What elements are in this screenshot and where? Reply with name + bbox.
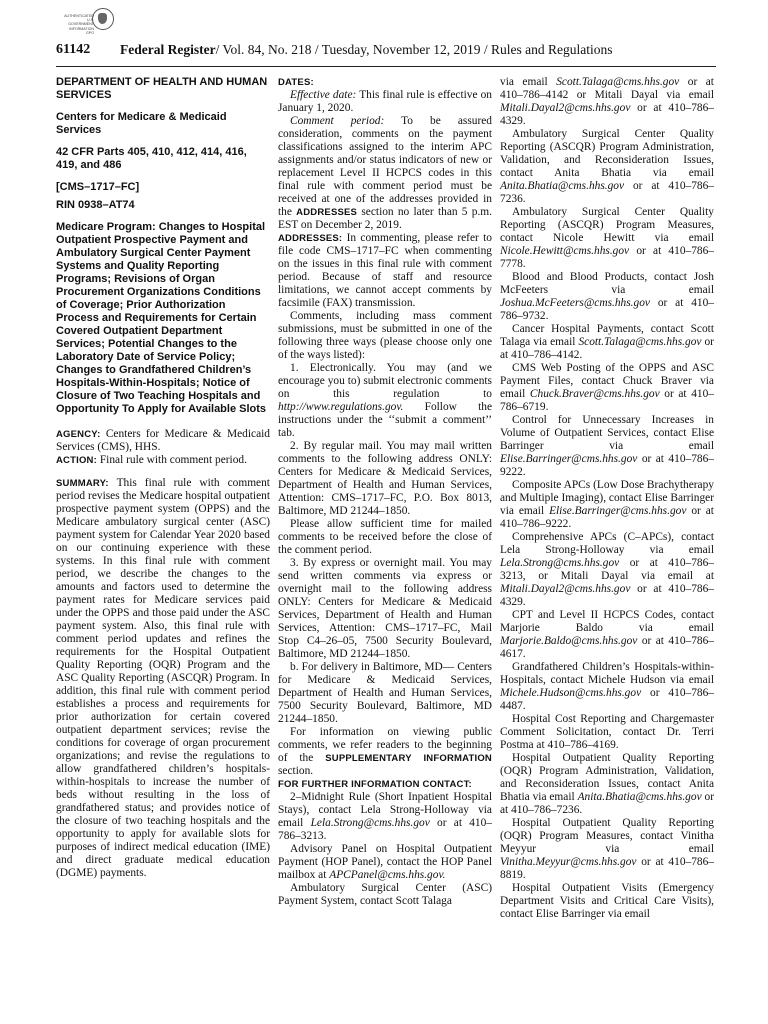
dates-label: DATES:: [278, 77, 314, 88]
addresses-paragraph: [278, 232, 492, 310]
agency-text: Centers for Medicare & Medicaid Services (CMS), HHS.: [56, 428, 270, 453]
email-link[interactable]: Mitali.Dayal2@cms.hhs.gov: [500, 102, 631, 114]
public-comments-text: For information on viewing public comments, we refer readers to the beginning of the: [278, 726, 492, 764]
contact-phone: or at 410–786–9222.: [500, 505, 714, 530]
agency-label: AGENCY:: [56, 429, 101, 440]
header-rule: [56, 66, 716, 67]
department-heading: DEPARTMENT OF HEALTH AND HUMAN SERVICES: [56, 76, 268, 101]
contact-phone: or at 410–786–7778.: [500, 245, 714, 270]
email-link[interactable]: Anita.Bhatia@cms.hhs.gov: [500, 180, 625, 192]
email-link[interactable]: Lela.Strong@cms.hhs.gov: [310, 817, 430, 829]
contact-phone: or at 410–786–7236.: [500, 791, 714, 816]
contact-phone: or at 410–786–4329.: [500, 583, 714, 608]
contact-text: Ambulatory Surgical Center Quality Reporting (ASCQR) Program Administration, Validation, and Reconsideration Issues, contact Anita Bhatia via email: [500, 128, 714, 179]
contact-text: Comprehensive APCs (C–APCs), contact Lela Strong-Holloway via email: [500, 531, 714, 556]
contact-phone: or at 410–786–9732.: [500, 297, 714, 322]
contact-2-midnight: [278, 791, 492, 843]
contact-oqr-admin: [500, 752, 714, 817]
contact-hop-panel: [278, 843, 492, 882]
email-link[interactable]: Nicole.Hewitt@cms.hhs.gov: [500, 245, 630, 257]
column-1: [56, 76, 270, 880]
contact-text: Blood and Blood Products, contact Josh McFeeters via email: [500, 271, 714, 296]
contact-oqr-measures: [500, 817, 714, 882]
eagle-icon: [92, 8, 114, 30]
summary-paragraph: [56, 477, 270, 880]
contact-phone: or at 410–786–4617.: [500, 635, 714, 660]
contact-text: Composite APCs (Low Dose Brachytherapy and Multiple Imaging), contact Elise Barringer via email: [500, 479, 714, 517]
contact-phone: or at 410–786–3213.: [278, 817, 492, 842]
baltimore-delivery-paragraph: b. For delivery in Baltimore, MD— Centers for Medicare & Medicaid Services, Department of Health and Human Services, 7500 Security Boulevard, Baltimore, MD 21244–1850.: [278, 661, 492, 725]
regulations-gov-link[interactable]: http://www.regulations.gov.: [278, 401, 404, 413]
mass-comment-paragraph: Comments, including mass comment submissions, must be submitted in one of the following three ways (please choose only one of the ways listed):: [278, 310, 492, 361]
column-3: [500, 76, 714, 921]
contact-text: Control for Unnecessary Increases in Volume of Outpatient Services, contact Elise Barringer via email: [500, 414, 714, 452]
summary-text: This final rule with comment period revises the Medicare hospital outpatient prospective payment system (OPPS) and the Medicare ambulatory surgical center (ASC) payment system for Calendar Year 2020 based on our continuing experience with these systems. In this final rule with comment period, we describe the changes to the amounts and factors used to determine the payment rates for Medicare services paid under the OPPS and those paid under the ASC payment system. Also, this final rule with comment period updates and refines the requirements for the Hospital Outpatient Quality Reporting (OQR) Program and the ASC Quality Reporting (ASCQR) Program. In addition, this final rule with comment period establishes a process and requirements for prior authorization for certain covered outpatient department services; revise the conditions for coverage of organ procurement organizations; and revise the regulations to allow grandfathered children’s hospitals-within-hospitals to increase the number of beds without resulting in the loss of grandfathered status; and provides notice of the closure of two teaching hospitals and the opportunity to apply for available slots for purposes of indirect medical education (IME) and direct graduate medical education (DGME) payments.: [56, 477, 270, 879]
electronic-instructions: Follow the instructions under the ‘‘submit a comment’’ tab.: [278, 401, 492, 439]
comment-period-text: To be assured consideration, comments on the payment classifications assigned to the interim APC assignments and/or status indicators of new or replacement Level II HCPCS codes in this final rule with comment period must be received at one of the addresses provided in the: [278, 115, 492, 218]
electronic-text: 1. Electronically. You may (and we encourage you to) submit electronic comments on this regulation to: [278, 362, 492, 400]
email-link[interactable]: Michele.Hudson@cms.hhs.gov: [500, 687, 642, 699]
addresses-label: ADDRESSES:: [278, 233, 343, 244]
electronic-paragraph: [278, 362, 492, 440]
email-link[interactable]: Scott.Talaga@cms.hhs.gov: [578, 336, 702, 348]
dates-label-line: [278, 76, 492, 89]
agency-heading: Centers for Medicare & Medicaid Services: [56, 111, 227, 136]
issue-info: / Vol. 84, No. 218 / Tuesday, November 12, 2019 / Rules and Regulations: [215, 42, 613, 57]
contact-blood-products: [500, 271, 714, 323]
contact-grandfathered: [500, 661, 714, 713]
effective-date-label: Effective date:: [290, 89, 357, 101]
page-number: 61142: [56, 42, 91, 57]
express-mail-paragraph: 3. By express or overnight mail. You may send written comments via express or overnight mail to the following address ONLY: Centers for Medicare & Medicaid Services, Department of Health and Human Services, Attention: CMS–1717–FC, Mail Stop C4–26–05, 7500 Security Boulevard, Baltimore, MD 21244–1850.: [278, 557, 492, 660]
contact-text: CMS Web Posting of the OPPS and ASC Payment Files, contact Chuck Braver via email: [500, 362, 714, 400]
contact-text: Ambulatory Surgical Center Quality Reporting (ASCQR) Program Measures, contact Nicole Hewitt via email: [500, 206, 714, 244]
comment-period-deadline: section no later than 5 p.m. EST on December 2, 2019.: [278, 206, 492, 231]
regular-mail-paragraph: 2. By regular mail. You may mail written comments to the following address ONLY: Centers for Medicare & Medicaid Services, Department of Health and Human Services, Attention: CMS–1717–FC, P.O. Box 8013, Baltimore, MD 21244–1850.: [278, 440, 492, 517]
contact-cost-reporting: Hospital Cost Reporting and Chargemaster Comment Solicitation, contact Dr. Terri Postma at 410–786–4169.: [500, 713, 714, 751]
action-paragraph: [56, 454, 270, 467]
public-comments-paragraph: [278, 726, 492, 778]
docket-number: [CMS–1717–FC]: [56, 181, 140, 193]
addresses-reference: ADDRESSES: [296, 207, 358, 218]
contact-composite-apcs: [500, 479, 714, 531]
contact-asc-payment-cont: [500, 76, 714, 128]
contact-phone: or at 410–786–8819.: [500, 856, 714, 881]
contact-text: Advisory Panel on Hospital Outpatient Payment (HOP Panel), contact the HOP Panel mailbox at: [278, 843, 492, 881]
summary-label: SUMMARY:: [56, 478, 109, 489]
running-head: [120, 42, 612, 58]
contact-text: via email: [500, 76, 548, 88]
gpo-authentication-seal: [64, 8, 114, 38]
cfr-parts: 42 CFR Parts 405, 410, 412, 414, 416, 419, and 486: [56, 146, 247, 171]
email-link[interactable]: Elise.Barringer@cms.hhs.gov: [500, 453, 638, 465]
contact-phone: or at 410–786–6719.: [500, 388, 714, 413]
effective-date-paragraph: [278, 89, 492, 115]
contact-volume-control: [500, 414, 714, 479]
contact-cpt-codes: [500, 609, 714, 661]
rule-title: Medicare Program: Changes to Hospital Outpatient Prospective Payment and Ambulatory Surgical Center Payment Systems and Quality Reporting Programs; Revisions of Organ Procurement Organizations Conditions of Coverage; Prior Authorization Process and Requirements for Certain Covered Outpatient Department Services; Potential Changes to the Laboratory Date of Service Policy; Changes to Grandfathered Children’s Hospitals-Within-Hospitals; Notice of Closure of Two Teaching Hospitals and Opportunity To Apply for Available Slots: [56, 221, 267, 415]
further-info-label: FOR FURTHER INFORMATION CONTACT:: [278, 779, 472, 790]
email-link[interactable]: Elise.Barringer@cms.hhs.gov: [549, 505, 687, 517]
contact-ascqr-measures: [500, 206, 714, 271]
contact-text: or at 410–786–4142 or Mitali Dayal via email: [500, 76, 714, 101]
further-info-label-line: [278, 778, 492, 791]
contact-text: Cancer Hospital Payments, contact Scott Talaga via email: [500, 323, 714, 348]
publication-name: Federal Register: [120, 42, 216, 57]
contact-text: 2–Midnight Rule (Short Inpatient Hospital Stays), contact Lela Strong-Holloway via email: [278, 791, 492, 829]
supplementary-info-reference: SUPPLEMENTARY INFORMATION: [325, 753, 492, 764]
email-link[interactable]: APCPanel@cms.hhs.gov.: [329, 869, 446, 881]
contact-asc-payment: Ambulatory Surgical Center (ASC) Payment System, contact Scott Talaga: [278, 882, 492, 907]
contact-outpatient-visits: Hospital Outpatient Visits (Emergency Department Visits and Critical Care Visits), contact Elise Barringer via email: [500, 882, 714, 920]
contact-web-posting: [500, 362, 714, 414]
comment-period-label: Comment period:: [290, 115, 385, 127]
email-link[interactable]: Mitali.Dayal2@cms.hhs.gov: [500, 583, 631, 595]
contact-text: or at 410–786–3213, or Mitali Dayal via email at: [500, 557, 714, 582]
email-link[interactable]: Marjorie.Baldo@cms.hhs.gov: [500, 635, 638, 647]
allow-time-paragraph: Please allow sufficient time for mailed comments to be received before the close of the comment period.: [278, 518, 492, 556]
email-link[interactable]: Lela.Strong@cms.hhs.gov: [500, 557, 620, 569]
page-header: [56, 42, 716, 62]
contact-phone: or at 410–786–9222.: [500, 453, 714, 478]
contact-comprehensive-apcs: [500, 531, 714, 609]
contact-ascqr-admin: [500, 128, 714, 206]
column-2: [278, 76, 492, 908]
comment-period-paragraph: [278, 115, 492, 232]
contact-cancer-hospital: [500, 323, 714, 362]
email-link[interactable]: Scott.Talaga@cms.hhs.gov: [556, 76, 680, 88]
action-label: ACTION:: [56, 455, 97, 466]
effective-date-text: This final rule is effective on January 1, 2020.: [278, 89, 493, 114]
contact-phone: or at 410–786–4329.: [500, 102, 714, 127]
seal-text: AUTHENTICATED U.S. GOVERNMENT INFORMATION GPO: [64, 14, 94, 35]
action-text: Final rule with comment period.: [99, 454, 247, 466]
email-link[interactable]: Vinitha.Meyyur@cms.hhs.gov: [500, 856, 637, 868]
email-link[interactable]: Anita.Bhatia@cms.hhs.gov: [577, 791, 702, 803]
contact-phone: or at 410–786–7236.: [500, 180, 714, 205]
addresses-text: In commenting, please refer to file code CMS–1717–FC when commenting on the issues in this final rule with comment period. Because of staff and resource limitations, we cannot accept comments by facsimile (FAX) transmission.: [278, 232, 492, 309]
agency-paragraph: [56, 428, 270, 454]
email-link[interactable]: Chuck.Braver@cms.hhs.gov: [529, 388, 660, 400]
rin-number: RIN 0938–AT74: [56, 199, 135, 211]
contact-phone: or 410–786–4487.: [500, 687, 714, 712]
contact-text: CPT and Level II HCPCS Codes, contact Marjorie Baldo via email: [500, 609, 714, 634]
contact-text: Hospital Outpatient Quality Reporting (OQR) Program Administration, Validation, and Reconsideration Issues, contact Anita Bhatia via email: [500, 752, 714, 803]
contact-text: Grandfathered Children’s Hospitals-within-Hospitals, contact Michele Hudson via email: [500, 661, 714, 686]
contact-text: Hospital Outpatient Quality Reporting (OQR) Program Measures, contact Vinitha Meyyur via email: [500, 817, 714, 855]
contact-phone: or at 410–786–4142.: [500, 336, 714, 361]
public-comments-end: section.: [278, 765, 314, 777]
email-link[interactable]: Joshua.McFeeters@cms.hhs.gov: [500, 297, 650, 309]
